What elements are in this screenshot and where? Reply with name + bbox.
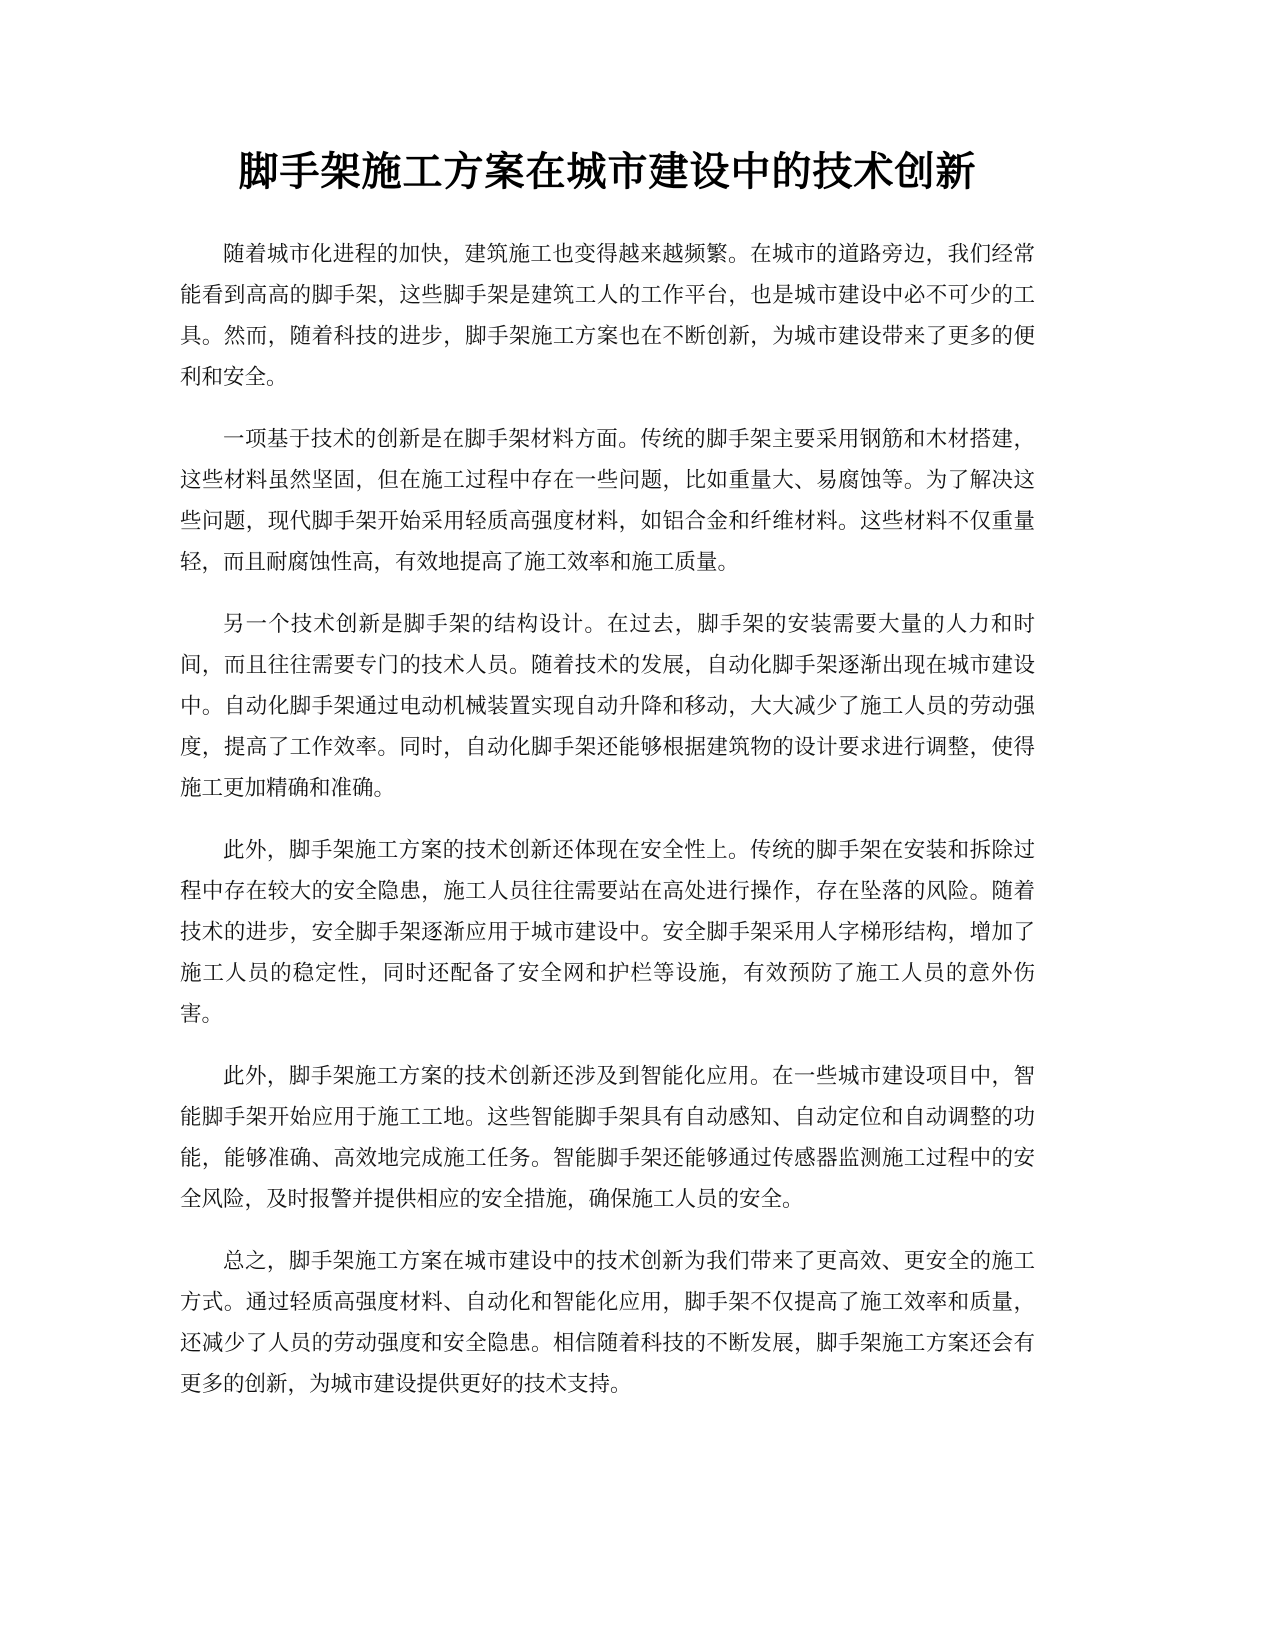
document-page xyxy=(180,140,1035,1426)
document-body xyxy=(180,234,1035,1405)
paragraph-structure: 另一个技术创新是脚手架的结构设计。在过去，脚手架的安装需要大量的人力和时间，而且往往需要专门的技术人员。随着技术的发展，自动化脚手架逐渐出现在城市建设中。自动化脚手架通过电动机械装置实现自动升降和移动，大大减少了施工人员的劳动强度，提高了工作效率。同时，自动化脚手架还能够根据建筑物的设计要求进行调整，使得施工更加精确和准确。 xyxy=(180,612,1035,801)
document-title: 脚手架施工方案在城市建设中的技术创新 xyxy=(238,149,977,195)
paragraph-intelligent: 此外，脚手架施工方案的技术创新还涉及到智能化应用。在一些城市建设项目中，智能脚手架开始应用于施工工地。这些智能脚手架具有自动感知、自动定位和自动调整的功能，能够准确、高效地完成施工任务。智能脚手架还能够通过传感器监测施工过程中的安全风险，及时报警并提供相应的安全措施，确保施工人员的安全。 xyxy=(180,1064,1035,1212)
paragraph-materials: 一项基于技术的创新是在脚手架材料方面。传统的脚手架主要采用钢筋和木材搭建，这些材料虽然坚固，但在施工过程中存在一些问题，比如重量大、易腐蚀等。为了解决这些问题，现代脚手架开始采用轻质高强度材料，如铝合金和纤维材料。这些材料不仅重量轻，而且耐腐蚀性高，有效地提高了施工效率和施工质量。 xyxy=(180,427,1035,575)
paragraph-intro: 随着城市化进程的加快，建筑施工也变得越来越频繁。在城市的道路旁边，我们经常能看到高高的脚手架，这些脚手架是建筑工人的工作平台，也是城市建设中必不可少的工具。然而，随着科技的进步，脚手架施工方案也在不断创新，为城市建设带来了更多的便利和安全。 xyxy=(180,242,1035,390)
paragraph-conclusion: 总之，脚手架施工方案在城市建设中的技术创新为我们带来了更高效、更安全的施工方式。通过轻质高强度材料、自动化和智能化应用，脚手架不仅提高了施工效率和质量，还减少了人员的劳动强度和安全隐患。相信随着科技的不断发展，脚手架施工方案还会有更多的创新，为城市建设提供更好的技术支持。 xyxy=(180,1249,1035,1397)
paragraph-safety: 此外，脚手架施工方案的技术创新还体现在安全性上。传统的脚手架在安装和拆除过程中存在较大的安全隐患，施工人员往往需要站在高处进行操作，存在坠落的风险。随着技术的进步，安全脚手架逐渐应用于城市建设中。安全脚手架采用人字梯形结构，增加了施工人员的稳定性，同时还配备了安全网和护栏等设施，有效预防了施工人员的意外伤害。 xyxy=(180,838,1035,1027)
